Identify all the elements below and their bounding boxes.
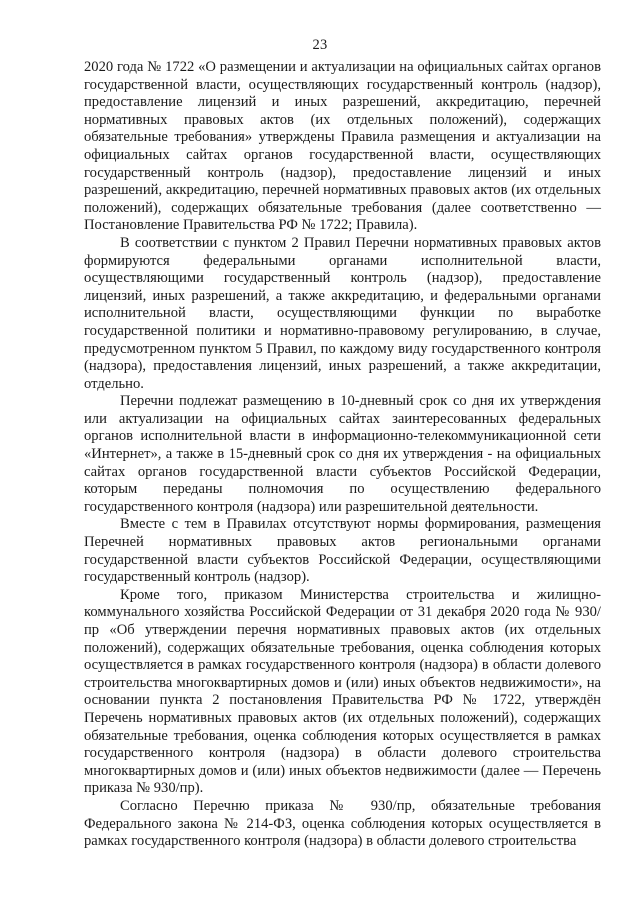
paragraph: Перечни подлежат размещению в 10-дневный срок со дня их утверждения или актуализации на официальных сайтах заинтересованных федеральных органов исполнительной власти в информационно-телекоммуникационной сети «Интернет», а также в 15-дневный срок со дня их утверждения - на официальных сайтах органов государственной власти субъектов Российской Федерации, которым переданы полномочия по осуществлению федерального государственного контроля (надзора) или разрешительной деятельности. [84, 393, 601, 515]
document-body [84, 59, 601, 851]
paragraph: Согласно Перечню приказа № 930/пр, обязательные требования Федерального закона № 214-ФЗ, оценка соблюдения которых осуществляется в рамках государственного контроля (надзора) в области долевого строительства [84, 797, 601, 850]
paragraph: В соответствии с пунктом 2 Правил Перечни нормативных правовых актов формируются федеральными органами исполнительной власти, осуществляющими государственный контроль (надзор), предоставление лицензий, иных разрешений, а также аккредитацию, и федеральными органами исполнительной власти, осуществляющими функции по выработке государственной политики и нормативно-правовому регулированию, в случае, предусмотренном пунктом 5 Правил, по каждому виду государственного контроля (надзора), предоставления лицензий, иных разрешений, а также аккредитации, отдельно. [84, 234, 601, 392]
page-number: 23 [312, 37, 328, 53]
paragraph: Кроме того, приказом Министерства строительства и жилищно-коммунального хозяйства Российской Федерации от 31 декабря 2020 года № 930/пр «Об утверждении перечня нормативных правовых актов (их отдельных положений), содержащих обязательные требования, оценка соблюдения которых осуществляется в рамках государственного контроля (надзора) в области долевого строительства многоквартирных домов и (или) иных объектов недвижимости», на основании пункта 2 постановления Правительства РФ № 1722, утверждён Перечень нормативных правовых актов (их отдельных положений), содержащих обязательные требования, оценка соблюдения которых осуществляется в рамках государственного контроля (надзора) в области долевого строительства многоквартирных домов и (или) иных объектов недвижимости (далее — Перечень приказа № 930/пр). [84, 586, 601, 797]
paragraph: Вместе с тем в Правилах отсутствуют нормы формирования, размещения Перечней нормативных правовых актов региональными органами государственной власти субъектов Российской Федерации, осуществляющими государственный контроль (надзор). [84, 516, 601, 586]
paragraph-continuation: 2020 года № 1722 «О размещении и актуализации на официальных сайтах органов государственной власти, осуществляющих государственный контроль (надзор), предоставление лицензий и иных разрешений, аккредитацию, перечней нормативных правовых актов (их отдельных положений), содержащих обязательные требования» утверждены Правила размещения и актуализации на официальных сайтах органов государственной власти, осуществляющих государственный контроль (надзор), предоставление лицензий и иных разрешений, аккредитацию, перечней нормативных правовых актов (их отдельных положений), содержащих обязательные требования (далее соответственно — Постановление Правительства РФ № 1722; Правила). [84, 59, 601, 234]
